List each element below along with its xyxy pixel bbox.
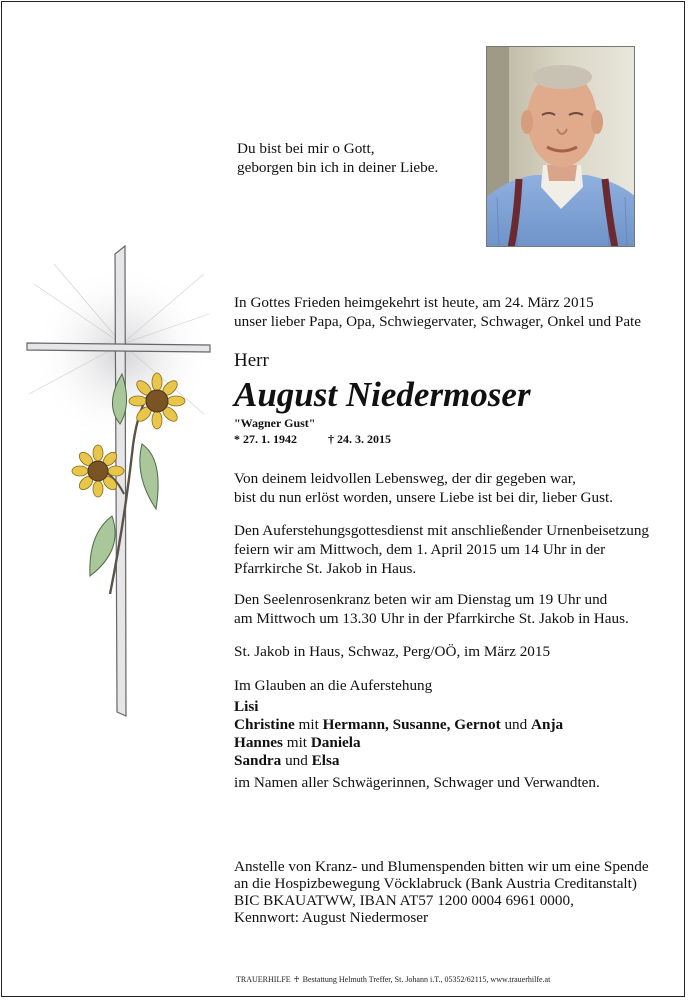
connector-text: mit (294, 716, 323, 733)
service-line-2: feiern wir am Mittwoch, dem 1. April 2015 um 14 Uhr in der (234, 541, 606, 558)
salutation: Herr (234, 350, 269, 371)
place-date: St. Jakob in Haus, Schwaz, Perg/OÖ, im März 2015 (234, 643, 551, 660)
rosary-line-2: am Mittwoch um 13.30 Uhr in der Pfarrkirche St. Jakob in Haus. (234, 610, 629, 627)
intro-line-1: In Gottes Frieden heimgekehrt ist heute, am 24. März 2015 (234, 294, 594, 311)
rosary-line-1: Den Seelenrosenkranz beten wir am Dienstag um 19 Uhr und (234, 591, 608, 608)
donation-line-2: an die Hospizbewegung Vöcklabruck (Bank Austria Creditanstalt) (234, 875, 637, 892)
mourners-line-4 (234, 751, 340, 770)
connector-text: und (500, 716, 532, 733)
donation-line-4: Kennwort: August Niedermoser (234, 909, 429, 926)
mourner-name: Elsa (311, 752, 340, 769)
mourner-name: Anja (531, 716, 564, 733)
deceased-name: August Niedermoser (234, 375, 531, 414)
connector-text: und (281, 752, 312, 769)
footer-text: Bestattung Helmuth Treffer, St. Johann i.T., 05352/62115, www.trauerhilfe.at (302, 975, 551, 984)
service-line-1: Den Auferstehungsgottesdienst mit anschließender Urnenbeisetzung (234, 522, 650, 539)
service-line-3: Pfarrkirche St. Jakob in Haus. (234, 560, 417, 577)
mourners-line-3 (234, 733, 361, 752)
birth-date: * 27. 1. 1942 (234, 432, 297, 446)
mourners-line-2 (234, 715, 563, 734)
intro-line-2: unser lieber Papa, Opa, Schwiegervater, Schwager, Onkel und Pate (234, 313, 642, 330)
mourners-closing: im Namen aller Schwägerinnen, Schwager und Verwandten. (234, 774, 600, 791)
mourner-name: Lisi (234, 698, 259, 715)
mourners-intro: Im Glauben an die Auferstehung (234, 677, 433, 694)
cross-with-sunflowers-image (24, 244, 214, 718)
quote-line-1: Du bist bei mir o Gott, (237, 140, 375, 157)
mourner-name: Hannes (234, 734, 283, 751)
mourner-name: Sandra (234, 752, 282, 769)
death-date: † 24. 3. 2015 (328, 432, 391, 446)
footer-brand: TRAUERHILFE (236, 975, 291, 984)
message-line-1: Von deinem leidvollen Lebensweg, der dir gegeben war, (234, 470, 576, 487)
mourner-name: Hermann, Susanne, Gernot (322, 716, 501, 733)
mourner-name: Daniela (310, 734, 361, 751)
donation-line-3: BIC BKAUATWW, IBAN AT57 1200 0004 6961 0000, (234, 892, 574, 909)
mourners-line-1 (234, 697, 258, 716)
footer (236, 975, 550, 985)
connector-text: mit (282, 734, 311, 751)
portrait-photo (486, 46, 635, 247)
mourner-name: Christine (234, 716, 295, 733)
nickname: "Wagner Gust" (234, 416, 316, 430)
donation-line-1: Anstelle von Kranz- und Blumenspenden bitten wir um eine Spende (234, 858, 649, 875)
footer-logo-icon: ♰ (293, 975, 300, 984)
quote-line-2: geborgen bin ich in deiner Liebe. (237, 159, 439, 176)
message-line-2: bist du nun erlöst worden, unsere Liebe ist bei dir, lieber Gust. (234, 489, 613, 506)
